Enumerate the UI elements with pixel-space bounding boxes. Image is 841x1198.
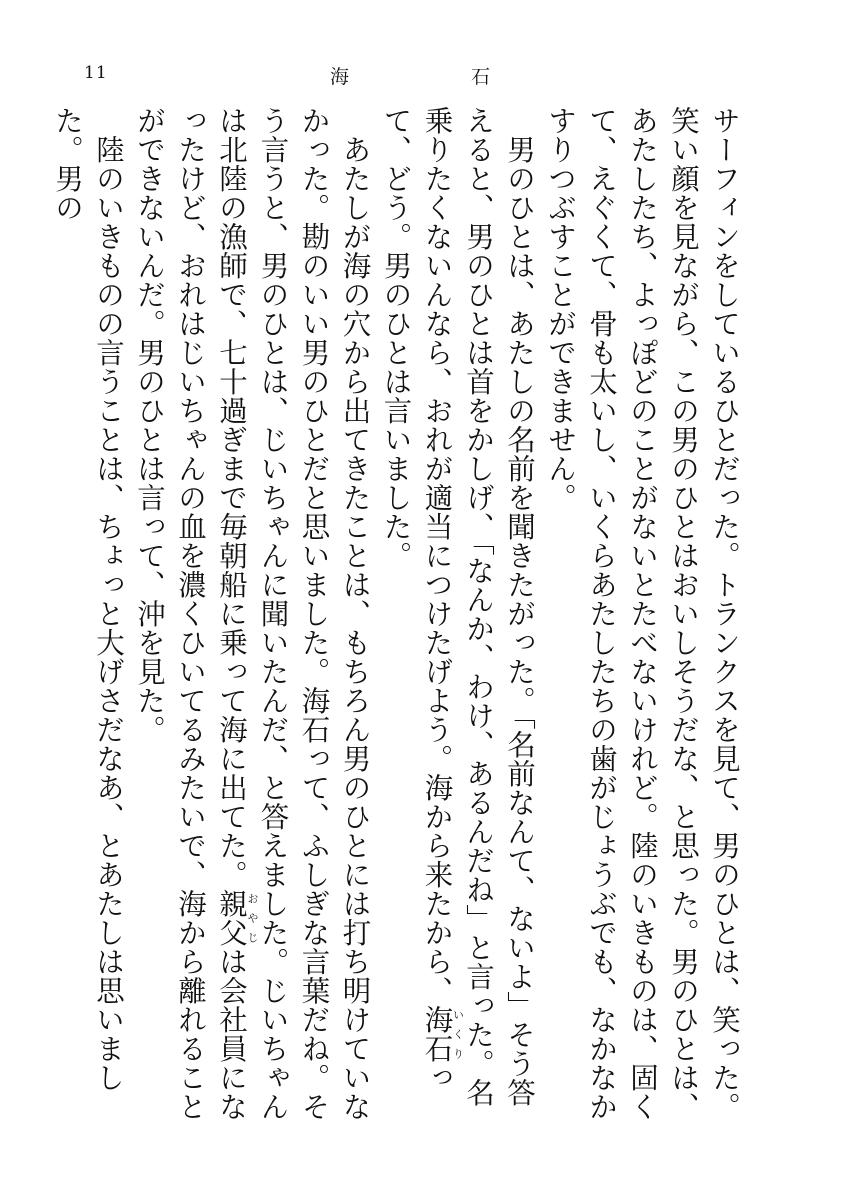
- ruby-base: 海石: [420, 1005, 454, 1063]
- running-title-char: 海: [330, 66, 350, 88]
- ruby-annotation: [420, 1005, 465, 1063]
- body-text: [51, 106, 745, 1126]
- running-title: [330, 62, 490, 86]
- ruby-reading: おやじ: [246, 889, 259, 947]
- text-segment: 陸のいきものの言うことは、ちょっと大げさだなあ、とあたしは思いました。男の: [51, 106, 125, 1092]
- ruby-base: 親父: [215, 889, 248, 947]
- text-segment: って、どう。男のひとは言いました。: [379, 106, 454, 1092]
- ruby-reading: いくり: [451, 1005, 465, 1063]
- paragraph: [540, 106, 745, 1126]
- ruby-annotation: [215, 889, 259, 947]
- text-segment: サーフィンをしているひとだった。トランクスを見て、男のひとは、笑った。笑い顔を見ながら、この男のひとはおいしそうだな、と思った。男のひとは、あたしたち、よっぽどのことがないとたべないけれど。陸のいきものは、固くて、えぐくて、骨も太いし、いくらあたしたちの歯がじょうぶでも、なかなかすりつぶすことができません。: [544, 106, 741, 1121]
- text-segment: は会社員になったけど、おれはじいちゃんの血を濃くひいてるみたいで、海から離れることができないんだ。男のひとは言って、沖を見た。: [133, 106, 248, 1121]
- running-title-char: 石: [470, 66, 490, 88]
- paragraph: [129, 106, 376, 1126]
- text-segment: あたしが海の穴から出てきたことは、もちろん男のひとには打ち明けていなかった。勘のいい男のひとだと思いました。海石って、ふしぎな言葉だね。そう言うと、男のひとは、じいちゃんに聞いたんだ、と答えました。じいちゃんは北陸の漁師で、七十過ぎまで毎朝船に乗って海に出てた。: [215, 106, 372, 1121]
- page-number: 11: [84, 63, 108, 83]
- paragraph: [376, 106, 541, 1126]
- paragraph: [47, 106, 129, 1126]
- text-segment: 男のひとは、あたしの名前を聞きたがった。「名前なんて、ないよ」そう答えると、男のひとは首をかしげ、「なんか、わけ、あるんだね」と言った。名乗りたくないんなら、おれが適当につけたげよう。海から来たから、: [420, 106, 536, 1107]
